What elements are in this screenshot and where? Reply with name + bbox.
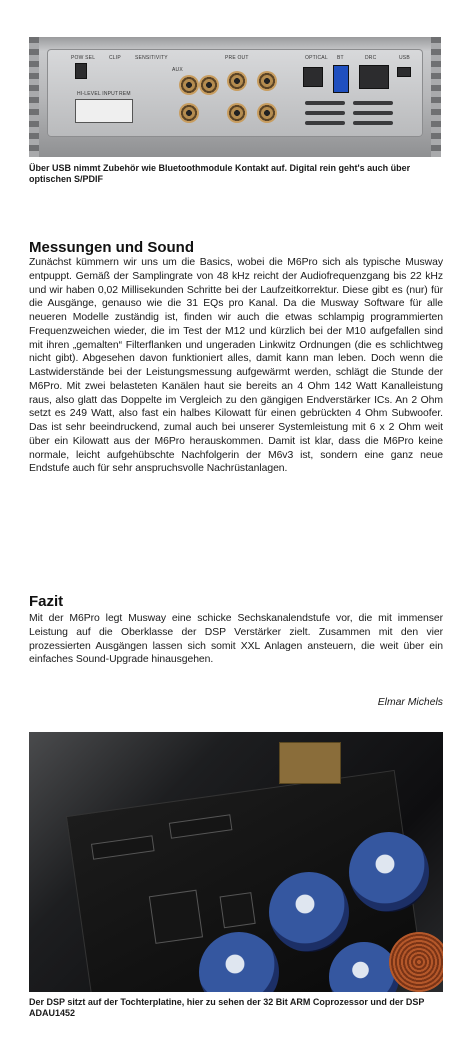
vent-slot xyxy=(353,121,393,125)
heading-measurements: Messungen und Sound xyxy=(29,239,194,256)
label-aux: AUX xyxy=(172,67,183,73)
author-name: Elmar Michels xyxy=(377,697,443,708)
bottom-photo-caption: Der DSP sitzt auf der Tochterplatine, hier zu sehen der 32 Bit ARM Coprozessor und der DSP ADAU1452 xyxy=(29,997,425,1018)
pre-out-rca-jack xyxy=(257,71,277,91)
paragraph-fazit: Mit der M6Pro legt Musway eine schicke Sechskanalendstufe vor, die mit immenser Leistung auf die Oberklasse der DSP Verstärker zielt. Zusammen mit den vier prozessierten Ausgängen lassen sich somit XXL Anlagen ansteuern, die weit über ein einfaches Sound-Upgrade hinausgehen. xyxy=(29,613,443,666)
heatsink-fin-right xyxy=(431,37,441,157)
bt-usb-port xyxy=(333,65,349,93)
toroid-coil xyxy=(389,932,443,992)
dsp-chip xyxy=(149,890,203,944)
usb-port xyxy=(397,67,411,77)
vent-slot xyxy=(353,111,393,115)
arm-coprocessor-chip xyxy=(220,892,256,928)
amplifier-connector-panel xyxy=(47,49,423,137)
aux-rca-jack xyxy=(179,75,199,95)
vent-slot xyxy=(305,101,345,105)
label-sensitivity: SENSITIVITY xyxy=(135,55,168,61)
ic-chip xyxy=(91,835,155,859)
label-rem: REM xyxy=(119,91,131,97)
pre-out-rca-jack xyxy=(257,103,277,123)
label-drc: DRC xyxy=(365,55,377,61)
paragraph-measurements: Zunächst kümmern wir uns um die Basics, wobei die M6Pro sich als typische Musway entpuppt. Gemäß der Samplingrate von 48 kHz reicht der Audiofrequenzgang bis 22 kHz und wir haben 0,02 Millisekunden Schritte bei der Laufzeitkorrektur. Diese gibt es (nur) für die Ausgänge, genauso wie die 31 EQs pro Kanal. Da die Musway Software für alle neueren Modelle zuständig ist, finden wir auch die etwas schlampig programmierten Frequenzweichen wieder, die im Test der M12 und kürzlich bei der M10 aufgefallen sind mit ihren „gemalten“ Filterflanken und ungeraden Linkwitz Ordnungen (die es schlichtweg nicht gibt). Abgesehen davon funktioniert alles, damit kann man leben. Doch wenn die Lastwiderstände bei der Leistungsmessung aufgewärmt werden, schlägt die Stunde der M6Pro. Mit zwei belasteten Kanälen haut sie bereits an 4 Ohm 142 Watt Kanalleistung raus, also glatt das Doppelte im Vergleich zu den gängigen Endverstärker ICs. An 2 Ohm setzt es 249 Watt, also fast ein halbes Kilowatt für einen gebrückten 4 Ohm Subwoofer. Das ist sehr beeindruckend, zumal auch bei unserer Systemleistung mit 6 x 2 Ohm weit über ein Kilowatt aus der M6Pro herauskommen. Damit ist klar, dass die M6Pro keine normale, leicht aufgehübschte Nachfolgerin der M6v3 ist, sondern eine ganz neue Endstufe auch für sehr anspruchsvolle Nachrüstanlagen. xyxy=(29,257,443,475)
vent-slot xyxy=(353,101,393,105)
top-photo-caption: Über USB nimmt Zubehör wie Bluetoothmodule Kontakt auf. Digital rein geht's auch über optischen S/PDIF xyxy=(29,163,411,184)
transformer xyxy=(279,742,341,784)
label-pow-sel: POW SEL xyxy=(71,55,96,61)
power-select-switch xyxy=(75,63,87,79)
heading-fazit: Fazit xyxy=(29,593,64,610)
label-bt: BT xyxy=(337,55,344,61)
capacitor xyxy=(269,872,349,952)
label-clip: CLIP xyxy=(109,55,121,61)
vent-slot xyxy=(305,111,345,115)
ic-chip xyxy=(169,814,233,838)
drc-port xyxy=(359,65,389,89)
label-optical: OPTICAL xyxy=(305,55,328,61)
label-usb: USB xyxy=(399,55,410,61)
heatsink-fin-left xyxy=(29,37,39,157)
aux-rca-jack xyxy=(199,75,219,95)
label-pre-out: PRE OUT xyxy=(225,55,249,61)
label-hi-level-input: HI-LEVEL INPUT xyxy=(77,91,119,97)
pre-out-rca-jack xyxy=(227,71,247,91)
hi-level-input-connector xyxy=(75,99,133,123)
amplifier-panel-photo xyxy=(29,37,441,157)
dsp-board-photo xyxy=(29,732,443,992)
pre-out-rca-jack xyxy=(227,103,247,123)
vent-slot xyxy=(305,121,345,125)
capacitor xyxy=(349,832,429,912)
pre-out-rca-jack xyxy=(179,103,199,123)
optical-input-port xyxy=(303,67,323,87)
